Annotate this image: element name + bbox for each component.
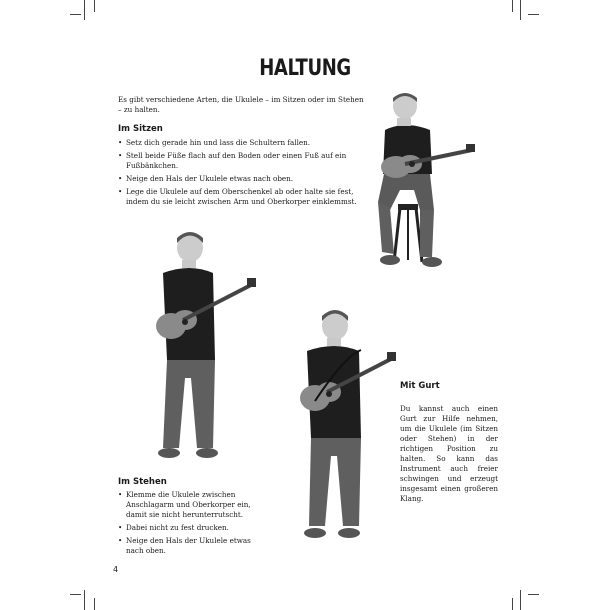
list-item: • Dabei nicht zu fest drucken. [118, 523, 266, 533]
crop-mark [512, 0, 513, 12]
list-item: • Setz dich gerade hin und lass die Schultern fallen. [118, 138, 368, 148]
page-title: HALTUNG [259, 56, 351, 81]
crop-mark [70, 594, 81, 595]
section-heading-sitting: Im Sitzen [118, 124, 163, 134]
list-item: • Neige den Hals der Ukulele etwas nach oben. [118, 174, 368, 184]
section-heading-strap: Mit Gurt [400, 381, 440, 391]
photo-boy-standing [135, 228, 265, 468]
standing-list [118, 490, 266, 559]
list-item: • Klemme die Ukulele zwischen Anschlagarm und Oberkorper ein, damit sie nicht herunterrutscht. [118, 490, 266, 520]
list-item: • Lege die Ukulele auf dem Oberschenkel ab oder halte sie fest, indem du sie leicht zwischen Arm und Oberkorper einklemmst. [118, 187, 368, 207]
crop-mark [528, 594, 539, 595]
list-item: • Neige den Hals der Ukulele etwas nach oben. [118, 536, 266, 556]
sitting-list [118, 138, 368, 210]
crop-mark [94, 0, 95, 12]
page-number: 4 [113, 565, 119, 574]
strap-text: Du kannst auch einen Gurt zur Hilfe nehmen, um die Ukulele (im Sitzen oder Stehen) in der richtigen Position zu halten. So kann das Instrument auch freier schwingen und erzeugt insgesamt einen großeren Klang. [400, 404, 498, 503]
crop-mark [512, 598, 513, 610]
photo-boy-sitting [350, 92, 480, 277]
list-item: • Stell beide Füße flach auf den Boden oder einen Fuß auf ein Fußbänkchen. [118, 151, 368, 171]
crop-mark [520, 590, 521, 610]
crop-mark [70, 14, 81, 15]
crop-mark [94, 598, 95, 610]
section-heading-standing: Im Stehen [118, 477, 167, 487]
photo-boy-with-strap [285, 306, 405, 546]
crop-mark [84, 0, 85, 20]
crop-mark [520, 0, 521, 20]
crop-mark [528, 14, 539, 15]
crop-mark [84, 590, 85, 610]
intro-text: Es gibt verschiedene Arten, die Ukulele – im Sitzen oder im Stehen – zu halten. [118, 95, 364, 114]
